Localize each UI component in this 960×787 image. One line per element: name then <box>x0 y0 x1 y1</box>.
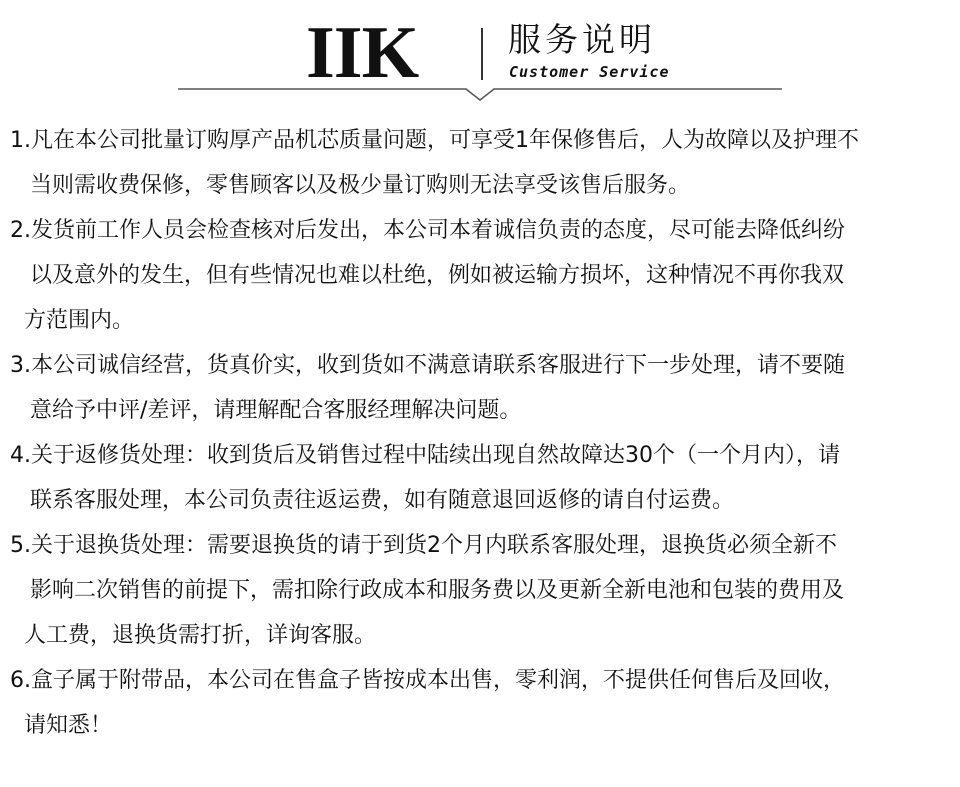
item-line: 当则需收费保修，零售顾客以及极少量订购则无法享受该售后服务。 <box>30 173 691 198</box>
service-terms-list <box>10 118 955 748</box>
page-subtitle: Customer Service <box>509 63 670 81</box>
header-underline-decoration <box>0 80 960 104</box>
header-divider <box>481 28 483 80</box>
page-title: 服务说明 <box>508 20 656 59</box>
list-item <box>10 433 955 523</box>
item-line: 方范围内。 <box>24 308 135 333</box>
item-line: 以及意外的发生，但有些情况也难以杜绝，例如被运输方损坏，这种情况不再你我双 <box>30 263 845 288</box>
list-item <box>10 208 955 343</box>
item-line: 1.凡在本公司批量订购厚产品机芯质量问题，可享受1年保修售后，人为故障以及护理不 <box>10 128 859 153</box>
item-line: 6.盒子属于附带品，本公司在售盒子皆按成本出售，零利润，不提供任何售后及回收， <box>10 668 845 693</box>
list-item <box>10 523 955 658</box>
list-item <box>10 343 955 433</box>
item-line: 4.关于返修货处理：收到货后及销售过程中陆续出现自然故障达30个（一个月内），请 <box>10 443 840 468</box>
item-line: 人工费，退换货需打折，详询客服。 <box>24 623 377 648</box>
item-line: 请知悉！ <box>24 713 113 738</box>
header <box>0 0 960 110</box>
item-line: 联系客服处理，本公司负责往返运费，如有随意退回返修的请自付运费。 <box>30 488 735 513</box>
item-line: 意给予中评/差评，请理解配合客服经理解决问题。 <box>30 398 522 423</box>
brand-logo: IIK <box>306 12 419 94</box>
list-item <box>10 118 955 208</box>
item-line: 2.发货前工作人员会检查核对后发出，本公司本着诚信负责的态度，尽可能去降低纠纷 <box>10 218 845 243</box>
item-line: 5.关于退换货处理：需要退换货的请于到货2个月内联系客服处理，退换货必须全新不 <box>10 533 837 558</box>
item-line: 影响二次销售的前提下，需扣除行政成本和服务费以及更新全新电池和包装的费用及 <box>30 578 845 603</box>
item-line: 3.本公司诚信经营，货真价实，收到货如不满意请联系客服进行下一步处理，请不要随 <box>10 353 845 378</box>
list-item <box>10 658 955 748</box>
